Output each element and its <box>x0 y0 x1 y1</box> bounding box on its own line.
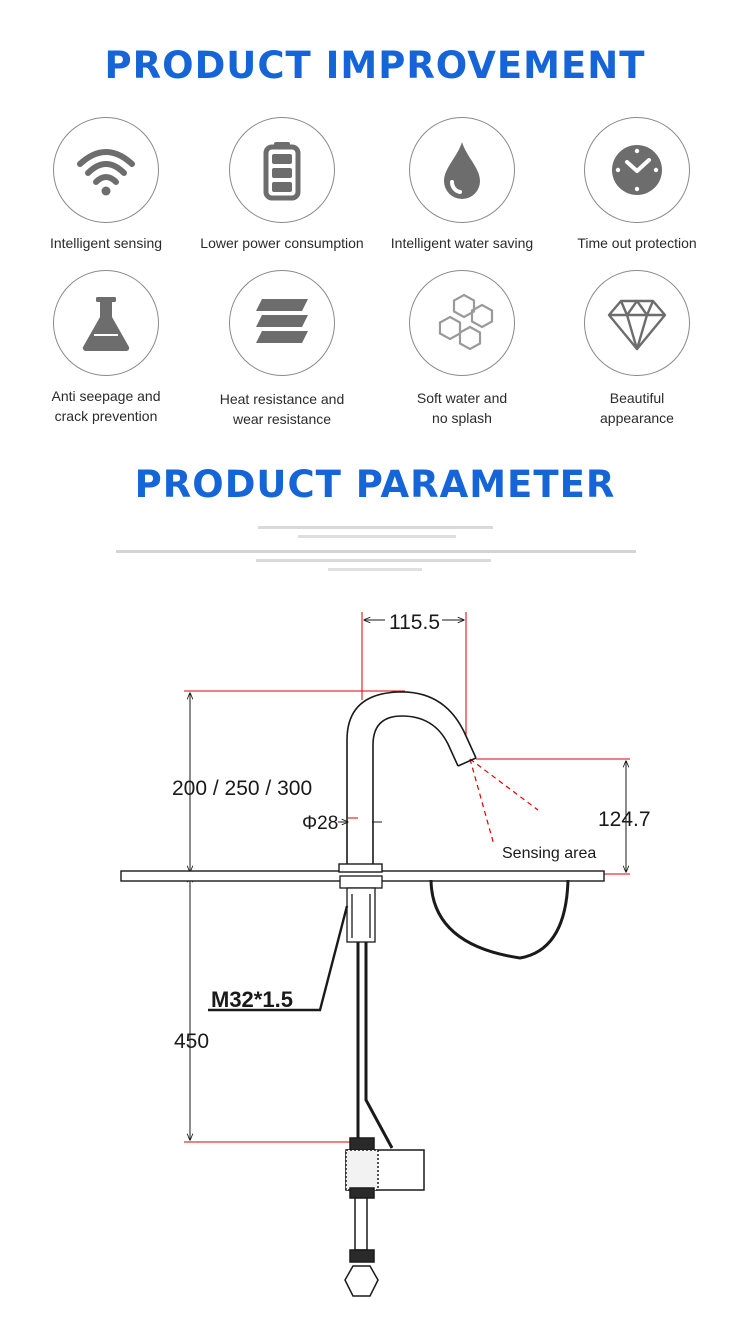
feature-label: Intelligent water saving <box>390 235 534 251</box>
feature-label: Anti seepage and crack prevention <box>51 388 161 424</box>
base-flange <box>339 864 382 872</box>
sensing-area-label: Sensing area <box>502 845 597 862</box>
hose-length-label: 450 <box>174 1030 210 1053</box>
clock-icon <box>584 117 690 223</box>
feature-water-saving <box>374 117 550 253</box>
feature-heat-resistance <box>194 270 370 429</box>
faucet-dimension-diagram <box>0 585 750 1335</box>
feature-label: Intelligent sensing <box>49 235 163 251</box>
feature-anti-seepage <box>18 270 194 426</box>
water-drop-icon <box>409 117 515 223</box>
feature-lower-power <box>194 117 370 253</box>
parameter-title: PRODUCT PARAMETER <box>134 463 616 506</box>
improvement-title: PRODUCT IMPROVEMENT <box>104 44 646 87</box>
fine-print-lines <box>0 522 750 572</box>
diamond-icon <box>584 270 690 376</box>
feature-soft-water <box>374 270 550 428</box>
hoses <box>358 880 568 1148</box>
spout-reach-label: 115.5 <box>389 611 440 634</box>
faucet-spout <box>347 692 476 864</box>
feature-beautiful <box>549 270 725 428</box>
body-diameter-label: Φ28 <box>302 813 339 834</box>
flask-icon <box>53 270 159 376</box>
layers-icon <box>229 270 335 376</box>
control-box <box>345 1138 424 1296</box>
feature-label: Time out protection <box>577 235 697 251</box>
thread-spec-label: M32*1.5 <box>211 987 293 1012</box>
battery-icon <box>229 117 335 223</box>
feature-label: Lower power consumption <box>200 235 364 251</box>
height-options-label: 200 / 250 / 300 <box>172 777 313 800</box>
wifi-icon <box>53 117 159 223</box>
feature-timeout <box>549 117 725 253</box>
feature-label: Beautiful appearance <box>600 390 674 426</box>
honeycomb-icon <box>409 270 515 376</box>
sensor-height-label: 124.7 <box>598 808 651 831</box>
feature-intelligent-sensing <box>18 117 194 253</box>
feature-label: Heat resistance and wear resistance <box>219 391 345 427</box>
sensing-rays <box>470 759 538 845</box>
feature-label: Soft water and no splash <box>416 390 508 426</box>
